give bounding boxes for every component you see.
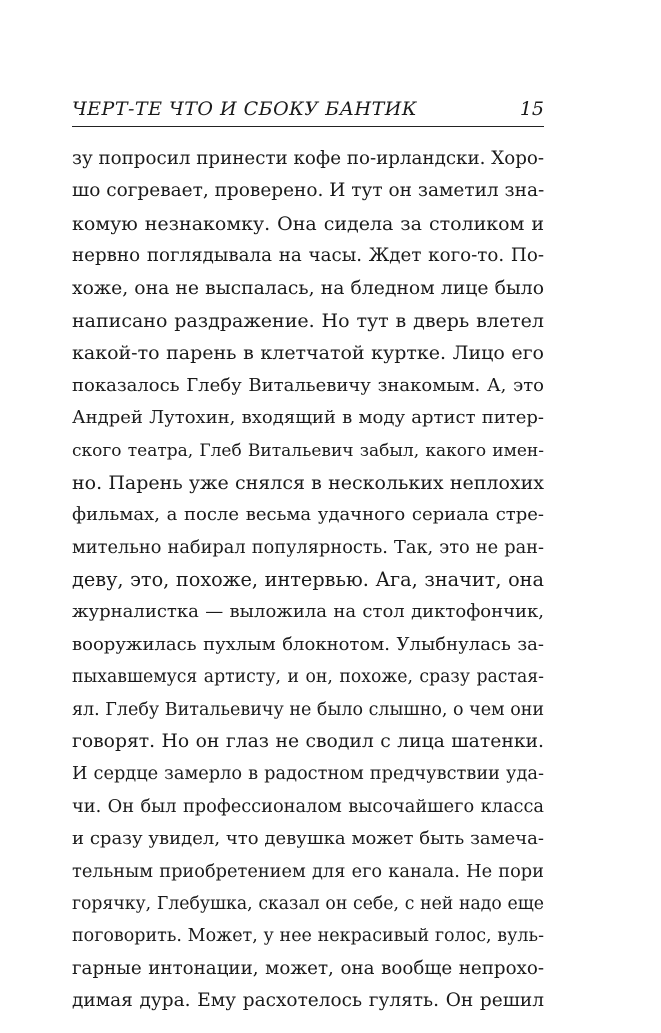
text-line: мительно набирал популярность. Так, это не ран- xyxy=(72,537,544,558)
text-line: ского театра, Глеб Витальевич забыл, какого имен- xyxy=(72,440,544,461)
text-line: и сразу увидел, что девушка может быть замеча- xyxy=(72,828,544,850)
text-line: нервно поглядывала на часы. Ждет кого-то. По- xyxy=(72,245,544,267)
text-line: тельным приобретением для его канала. Не пори xyxy=(72,861,544,882)
text-line: Андрей Лутохин, входящий в моду артист питер- xyxy=(72,407,544,429)
running-title: ЧЕРТ-ТЕ ЧТО И СБОКУ БАНТИК xyxy=(72,98,418,120)
text-line: димая дура. Ему расхотелось гулять. Он решил xyxy=(72,990,544,1012)
text-line: показалось Глебу Витальевичу знакомым. А, это xyxy=(72,374,544,396)
text-line: зу попросил принести кофе по-ирландски. Хоро- xyxy=(72,148,544,169)
text-line: шо согревает, проверено. И тут он заметил зна- xyxy=(72,180,544,202)
text-line: говорят. Но он глаз не сводил с лица шатенки. xyxy=(72,731,544,753)
text-line: вооружилась пухлым блокнотом. Улыбнулась за- xyxy=(72,633,544,655)
text-line: гарные интонации, может, она вообще непрохо- xyxy=(72,957,544,979)
text-line: пыхавшемуся артисту, и он, похоже, сразу растая- xyxy=(72,667,544,688)
text-line: деву, это, похоже, интервью. Ага, значит, она xyxy=(72,568,544,592)
body-text xyxy=(72,143,544,1018)
text-line: фильмах, а после весьма удачного сериала стре- xyxy=(72,504,544,526)
text-line: И сердце замерло в радостном предчувствии уда- xyxy=(72,764,544,785)
text-line: горячку, Глебушка, сказал он себе, с ней надо еще xyxy=(72,893,544,914)
text-line: комую незнакомку. Она сидела за столиком и xyxy=(72,212,544,235)
text-line: хоже, она не выспалась, на бледном лице было xyxy=(72,277,544,299)
text-line: написано раздражение. Но тут в дверь влетел xyxy=(72,309,544,332)
text-line: какой-то парень в клетчатой куртке. Лицо его xyxy=(72,342,544,365)
text-line: чи. Он был профессионалом высочайшего класса xyxy=(72,796,544,817)
text-line: журналистка — выложила на стол диктофончик, xyxy=(72,601,544,623)
page-number: 15 xyxy=(519,98,544,120)
text-line: поговорить. Может, у нее некрасивый голос, вуль- xyxy=(72,926,544,947)
running-head xyxy=(72,96,544,127)
text-line: ял. Глебу Витальевичу не было слышно, о чем они xyxy=(72,699,544,720)
text-line: но. Парень уже снялся в нескольких неплохих xyxy=(72,471,544,494)
